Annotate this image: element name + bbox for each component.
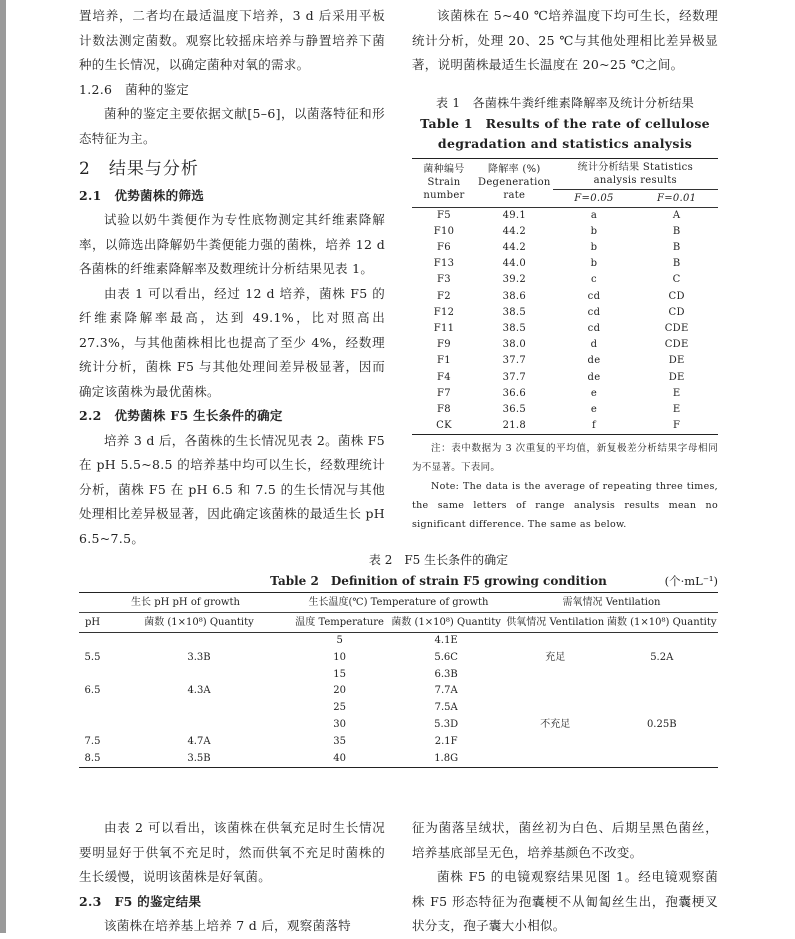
table-cell: E [672,403,681,415]
table-row [79,734,718,751]
page-edge-shadow [0,0,6,933]
table-cell: 4.7A [187,735,211,747]
table-cell [106,700,292,717]
table-cell: F4 [437,371,451,383]
table-row [412,240,718,256]
table-cell: 不充足 [540,718,571,730]
table-cell [606,734,718,751]
table-cell: 5.5 [84,651,101,663]
paragraph: 置培养，二者均在最适温度下培养，3 d 后采用平板计数法测定菌数。观察比较摇床培养与静置培养下菌种的生长情况，以确定菌种对氧的需求。 [79,8,385,72]
table-cell: a [590,209,598,221]
table-cell: 44.0 [502,258,527,270]
paragraph: 征为菌落呈绒状，菌丝初为白色、后期呈黑色菌丝，培养基底部呈无色，培养基颜色不改变。 [412,820,718,860]
table-cell [606,667,718,684]
table1-note-en: Note: The data is the average of repeating three times, the same letters of range analysis results mean no significant difference. The same as below. [412,481,718,531]
paragraph: 由表 1 可以看出，经过 12 d 培养，菌株 F5 的纤维素降解率最高，达到 49.1%，比对照高出 27.3%，与其他菌株相比也提高了至少 4%，经数理统计分析，菌株 F5 与其他处理间差异极显著，因而确定该菌株为最优菌株。 [79,285,385,399]
table-cell: A [672,209,681,221]
left-column [79,4,385,551]
t2-group-ph: 生长 pH pH of growth [79,593,292,613]
table-cell: F10 [433,225,455,237]
table-cell: 6.5 [84,685,101,697]
table-cell [79,700,106,717]
table-cell: b [590,258,598,270]
table-cell: F12 [433,306,455,318]
table-cell: 15 [333,668,346,680]
table-cell [106,633,292,650]
table-cell: de [587,371,601,383]
table-cell: C [672,274,681,286]
table-cell: 37.7 [502,371,527,383]
table-row [412,305,718,321]
table-cell: 5.3D [434,718,459,730]
paragraph: 由表 2 可以看出，该菌株在供氧充足时生长情况要明显好于供氧不充足时，然而供氧不充足时菌株的生长缓慢，说明该菌株是好氧菌。 [79,820,385,884]
table-cell: cd [587,306,601,318]
table-cell: e [590,387,598,399]
table-cell: 7.7A [434,685,458,697]
table2-caption-cn: 表 2 F5 生长条件的确定 [368,553,509,567]
table-cell: 5.2A [650,651,674,663]
t1-header-f005: F=0.05 [553,189,636,207]
paragraph: 该菌株在培养基上培养 7 d 后，观察菌落特 [104,918,351,933]
section-heading-2-2: 2.2 优势菌株 F5 生长条件的确定 [79,408,283,423]
table-cell: CDE [664,339,689,351]
right-column [412,4,718,534]
table-row [412,224,718,240]
t2-header-temp: 温度 Temperature [292,613,387,633]
table-cell: 2.1F [434,735,458,747]
table-cell: 5.6C [434,651,458,663]
table1-note-cn: 注：表中数据为 3 次重复的平均值，新复极差分析结果字母相同为不显著。下表同。 [412,443,718,474]
table-cell: b [590,241,598,253]
table-cell [79,633,106,650]
table-cell: F13 [433,258,455,270]
table-row [79,717,718,734]
t2-header-qty-ph: 菌数 (1×10⁸) Quantity [106,613,292,633]
table-row [412,272,718,288]
section-heading-2-1: 2.1 优势菌株的筛选 [79,187,205,203]
table-cell: F8 [437,403,451,415]
t2-header-qty-temp: 菌数 (1×10⁸) Quantity [387,613,505,633]
table-cell: 37.7 [502,355,527,367]
table-cell [606,700,718,717]
table-cell: d [590,339,598,351]
bottom-right-column [412,816,718,939]
table-cell [106,667,292,684]
table-cell: 40 [292,751,387,768]
table-row [412,418,718,435]
table-row [79,700,718,717]
table-cell: 3.5B [106,751,292,768]
table-row [79,667,718,684]
table-cell: de [587,355,601,367]
table-cell: F1 [437,355,451,367]
table-cell: 44.2 [502,241,527,253]
paragraph: 试验以奶牛粪便作为专性底物测定其纤维素降解率，以筛选出降解奶牛粪便能力强的菌株，培养 12 d 各菌株的纤维素降解率及数理统计分析结果见表 1。 [79,212,385,276]
section-heading-1-2-6: 1.2.6 菌种的鉴定 [79,81,190,97]
table-cell [505,667,606,684]
table2-unit: (个·mL⁻¹) [664,574,718,588]
table-cell: f [553,418,636,435]
table-cell [505,734,606,751]
table-cell [606,751,718,768]
t1-header-f001: F=0.01 [635,189,718,207]
table-cell [505,683,606,700]
table-cell: 4.1E [434,635,458,646]
table-cell: F [635,418,718,435]
table-cell: CD [668,306,685,318]
table-cell: b [590,225,598,237]
table-cell: F9 [437,339,451,351]
table-cell: 36.5 [502,403,527,415]
table-cell: F11 [433,322,455,334]
t2-group-temp: 生长温度(℃) Temperature of growth [292,593,505,613]
t1-header-stat: 统计分析结果 Statistics analysis results [553,158,718,189]
table-cell: CD [668,290,685,302]
table-cell: B [672,225,681,237]
table-cell: 20 [333,685,346,697]
table-cell: e [590,403,598,415]
table1-caption-cn: 表 1 各菌株牛粪纤维素降解率及统计分析结果 [435,95,695,110]
table-cell [606,633,718,650]
table-cell: CDE [664,322,689,334]
table-cell: 3.3B [187,651,211,663]
table-cell: 4.3A [187,685,211,697]
table2 [79,592,718,768]
table-cell: 0.25B [646,718,677,730]
paragraph: 该菌株在 5~40 ℃培养温度下均可生长，经数理统计分析，处理 20、25 ℃与其他处理相比差异极显著，说明菌株最适生长温度在 20~25 ℃之间。 [412,8,718,72]
t1-header-rate: 降解率 (%) Degeneration rate [476,158,553,207]
table-cell: F2 [437,290,451,302]
table-cell: 35 [333,735,346,747]
table-cell: DE [668,371,685,383]
table-row [412,353,718,369]
table-cell: 6.3B [434,668,458,680]
table-row [412,207,718,224]
table-cell: 38.0 [502,339,527,351]
table-cell: 7.5 [84,735,101,747]
table-cell: cd [587,322,601,334]
table-cell: c [591,274,597,286]
table-cell: 5 [336,635,343,646]
table-row [412,402,718,418]
t2-header-oxygen: 供氧情况 Ventilation [505,613,606,633]
table-cell: cd [587,290,601,302]
table-row [412,321,718,337]
table-cell [606,683,718,700]
table-cell: DE [668,355,685,367]
table-cell: B [672,258,681,270]
table-row [79,650,718,667]
table-cell: F7 [437,387,451,399]
table-cell [505,751,606,768]
table-cell: F3 [437,274,451,286]
table-cell: 10 [333,651,346,663]
table-cell: E [672,387,681,399]
table-cell: 36.6 [502,387,527,399]
table-cell [505,700,606,717]
table-row [412,386,718,402]
table-cell [505,633,606,650]
table-cell [106,717,292,734]
t2-group-vent: 需氧情况 Ventilation [505,593,718,613]
table-cell: B [672,241,681,253]
paragraph: 菌种的鉴定主要依据文献[5–6]，以菌落特征和形态特征为主。 [79,106,385,146]
table-cell: 49.1 [502,209,527,221]
table-cell: 1.8G [387,751,505,768]
table-cell: 8.5 [79,751,106,768]
table-cell: 30 [333,718,346,730]
paragraph: 培养 3 d 后，各菌株的生长情况见表 2。菌株 F5 在 pH 5.5~8.5 的培养基中均可以生长，经数理统计分析，菌株 F5 在 pH 6.5 和 7.5 的生长情况与其他处理相比差异极显著，因此确定该菌株的最适生长 pH 6.5~7.5。 [79,432,386,546]
table-row [412,337,718,353]
table-row [79,751,718,768]
table-cell: 38.5 [502,322,527,334]
table-cell: F6 [437,241,451,253]
table-row [412,289,718,305]
table2-caption-en: Table 2 Definition of strain F5 growing condition [270,574,607,588]
table-row [79,683,718,700]
table-cell: 38.5 [502,306,527,318]
table-cell [79,667,106,684]
table-cell: 25 [333,702,346,714]
table-row [412,256,718,272]
table-cell [79,717,106,734]
paragraph: 菌株 F5 的电镜观察结果见图 1。经电镜观察菌株 F5 形态特征为孢囊梗不从匍匐丝生出，孢囊梗叉状分支，孢子囊大小相似。 [412,869,718,933]
table-cell: F5 [437,209,451,221]
table-cell: 21.8 [476,418,553,435]
table-cell: 38.6 [502,290,527,302]
table-row [79,633,718,650]
table-row [412,370,718,386]
t2-header-ph: pH [79,613,106,633]
bottom-left-column [79,816,385,939]
table1 [412,158,718,436]
table-cell: 7.5A [434,702,458,714]
section-heading-2: 2 结果与分析 [79,159,199,179]
table-cell: 44.2 [502,225,527,237]
table1-caption-en: Table 1 Results of the rate of cellulose degradation and statistics analysis [420,115,710,151]
table-cell: CK [412,418,476,435]
table-cell: 充足 [545,651,566,663]
t2-header-qty-vent: 菌数 (1×10⁸) Quantity [606,613,718,633]
t1-header-strain: 菌种编号 Strain number [412,158,476,207]
table-cell: 39.2 [502,274,527,286]
section-heading-2-3: 2.3 F5 的鉴定结果 [79,893,202,909]
